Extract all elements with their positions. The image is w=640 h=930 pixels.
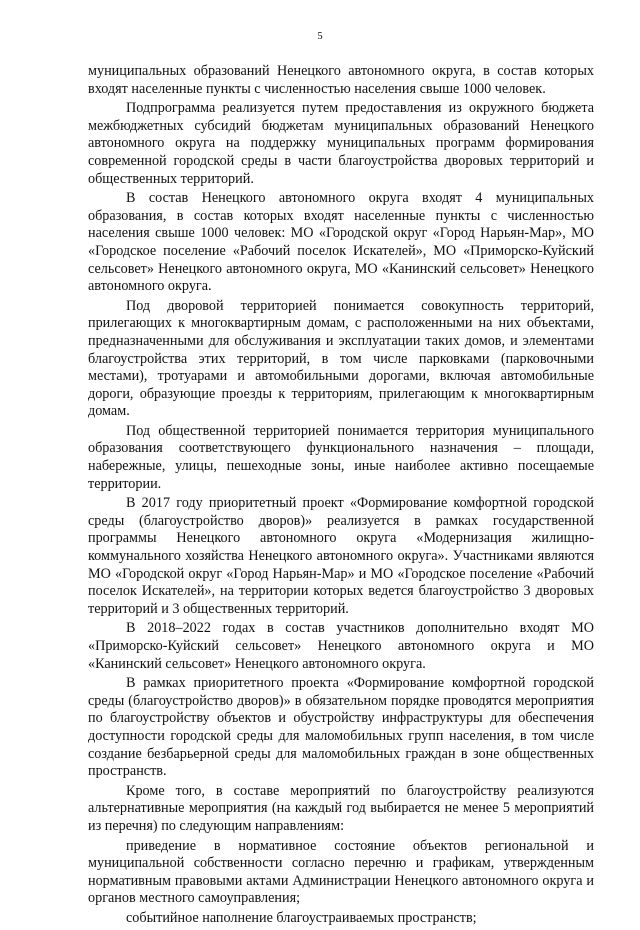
paragraph-subprogram: Подпрограмма реализуется путем предоставления из окружного бюджета межбюджетных субсидий бюджетам муниципальных образований Ненецкого автономного округа на поддержку муниципальных программ формирования современной городской среды в части благоустройства дворовых территорий и общественных территорий. xyxy=(88,100,594,187)
paragraph-public-territory-definition: Под общественной территорией понимается территория муниципального образования соответствующего функционального назначения – площади, набережные, улицы, пешеходные зоны, иные наиболее активно посещаемые территории. xyxy=(88,422,594,492)
list-item-normative-state: приведение в нормативное состояние объектов региональной и муниципальной собственности согласно перечню и графикам, утвержденным нормативным правовыми актами Администрации Ненецкого автономного округа и органов местного самоуправления; xyxy=(88,837,594,907)
paragraph-2017-project: В 2017 году приоритетный проект «Формирование комфортной городской среды (благоустройство дворов)» реализуется в рамках государственной программы Ненецкого автономного округа «Модернизация жилищно-коммунального хозяйства Ненецкого автономного округа». Участниками являются МО «Городской округ «Город Нарьян-Мар» и МО «Городское поселение «Рабочий поселок Искателей», на территории которых ведется благоустройство 3 дворовых территорий и 3 общественных территорий. xyxy=(88,495,594,617)
paragraph-accessibility-measures: В рамках приоритетного проекта «Формирование комфортной городской среды (благоустройство дворов)» в обязательном порядке проводятся мероприятия по благоустройству объектов и обустройству инфраструктуры для обеспечения доступности городской среды для маломобильных групп населения, в том числе создание безбарьерной среды для маломобильных граждан в зоне общественных пространств. xyxy=(88,675,594,780)
paragraph-2018-2022-participants: В 2018–2022 годах в состав участников дополнительно входят МО «Приморско-Куйский сельсовет» Ненецкого автономного округа и МО «Канинский сельсовет» Ненецкого автономного округа. xyxy=(88,620,594,672)
document-body xyxy=(88,63,594,930)
page-number: 5 xyxy=(317,31,323,42)
list-item-event-filling: событийное наполнение благоустраиваемых пространств; xyxy=(126,909,477,926)
paragraph-municipalities: В состав Ненецкого автономного округа входят 4 муниципальных образования, в состав которых входят населенные пункты с численностью населения свыше 1000 человек: МО «Городской округ «Город Нарьян-Мар», МО «Городское поселение «Рабочий поселок Искателей», МО «Приморско-Куйский сельсовет» Ненецкого автономного округа, МО «Канинский сельсовет» Ненецкого автономного округа. xyxy=(88,190,594,295)
paragraph-yard-territory-definition: Под дворовой территорией понимается совокупность территорий, прилегающих к многоквартирным домам, с расположенными на них объектами, предназначенными для обслуживания и эксплуатации таких домов, и элементами благоустройства этих территорий, в том числе парковками (парковочными местами), тротуарами и автомобильными дорогами, включая автомобильные дороги, образующие проезды к территориям, прилегающим к многоквартирным домам. xyxy=(88,297,594,420)
paragraph-alternative-measures: Кроме того, в составе мероприятий по благоустройству реализуются альтернативные мероприятия (на каждый год выбирается не менее 5 мероприятий из перечня) по следующим направлениям: xyxy=(88,782,594,834)
paragraph-continuation: муниципальных образований Ненецкого автономного округа, в состав которых входят населенные пункты с численностью населения свыше 1000 человек. xyxy=(88,63,594,97)
